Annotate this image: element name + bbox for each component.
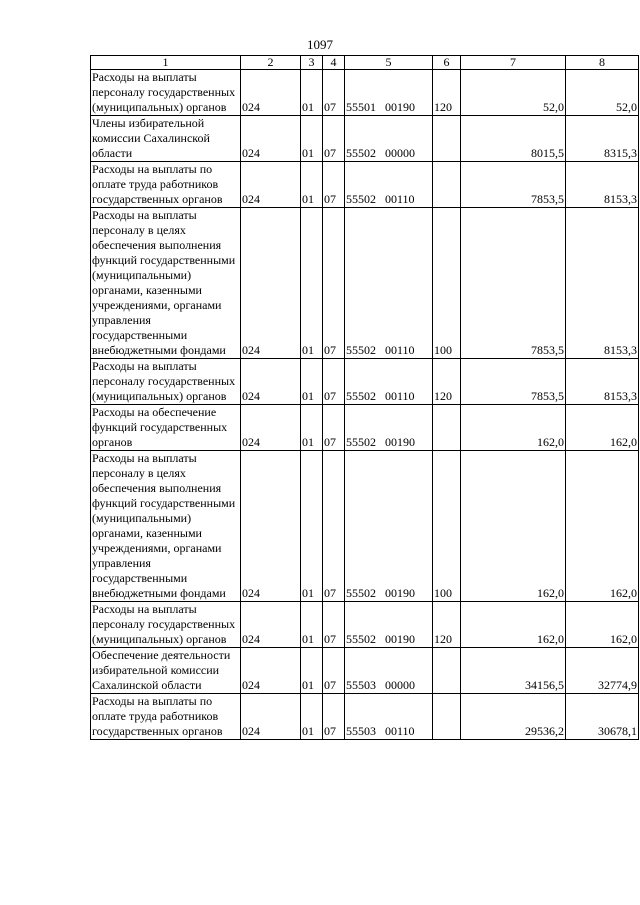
target-article-code [345, 116, 433, 162]
section-code: 01 [301, 451, 323, 602]
target-article-code-text: 55501 00190 [346, 100, 415, 114]
expense-name: Члены избирательной комиссии Сахалинской области [91, 116, 241, 162]
amount-year-2: 162,0 [566, 405, 639, 451]
table-row [91, 648, 639, 694]
target-article-code-text: 55502 00110 [346, 192, 415, 206]
table-row [91, 208, 639, 359]
expense-type-code: 100 [433, 208, 461, 359]
expense-name: Расходы на выплаты персоналу в целях обеспечения выполнения функций государственными (муниципальными) органами, казенными учреждениями, органами управления государственными внебюджетными фондами [91, 451, 241, 602]
section-code: 01 [301, 602, 323, 648]
expense-type-code [433, 405, 461, 451]
amount-year-2: 30678,1 [566, 694, 639, 740]
section-code: 01 [301, 648, 323, 694]
table-row [91, 451, 639, 602]
amount-year-2: 8153,3 [566, 208, 639, 359]
amount-year-2: 32774,9 [566, 648, 639, 694]
column-header: 4 [323, 56, 345, 70]
expense-type-code [433, 162, 461, 208]
ministry-code: 024 [241, 208, 301, 359]
target-article-code [345, 694, 433, 740]
section-code: 01 [301, 208, 323, 359]
ministry-code: 024 [241, 162, 301, 208]
amount-year-2: 162,0 [566, 451, 639, 602]
table-row [91, 602, 639, 648]
subsection-code: 07 [323, 116, 345, 162]
section-code: 01 [301, 694, 323, 740]
amount-year-1: 162,0 [461, 602, 566, 648]
section-code: 01 [301, 162, 323, 208]
target-article-code-text: 55503 00000 [346, 678, 415, 692]
page-number: 1097 [307, 37, 333, 52]
amount-year-2: 8153,3 [566, 162, 639, 208]
expense-type-code [433, 116, 461, 162]
subsection-code: 07 [323, 70, 345, 116]
section-code: 01 [301, 70, 323, 116]
expense-type-code: 120 [433, 70, 461, 116]
table-row [91, 359, 639, 405]
column-header: 7 [461, 56, 566, 70]
expense-name: Расходы на выплаты по оплате труда работников государственных органов [91, 162, 241, 208]
amount-year-2: 162,0 [566, 602, 639, 648]
expense-name: Расходы на выплаты персоналу государственных (муниципальных) органов [91, 70, 241, 116]
target-article-code-text: 55502 00110 [346, 343, 415, 357]
target-article-code-text: 55503 00110 [346, 724, 415, 738]
amount-year-1: 162,0 [461, 405, 566, 451]
target-article-code [345, 208, 433, 359]
target-article-code [345, 602, 433, 648]
section-code: 01 [301, 359, 323, 405]
target-article-code [345, 359, 433, 405]
ministry-code: 024 [241, 648, 301, 694]
subsection-code: 07 [323, 162, 345, 208]
ministry-code: 024 [241, 451, 301, 602]
amount-year-1: 7853,5 [461, 359, 566, 405]
target-article-code-text: 55502 00000 [346, 146, 415, 160]
column-header: 6 [433, 56, 461, 70]
expense-type-code: 120 [433, 602, 461, 648]
table-row [91, 116, 639, 162]
target-article-code [345, 451, 433, 602]
expense-name: Расходы на обеспечение функций государственных органов [91, 405, 241, 451]
section-code: 01 [301, 405, 323, 451]
section-code: 01 [301, 116, 323, 162]
subsection-code: 07 [323, 359, 345, 405]
expense-name: Обеспечение деятельности избирательной комиссии Сахалинской области [91, 648, 241, 694]
column-header: 5 [345, 56, 433, 70]
target-article-code [345, 162, 433, 208]
amount-year-1: 34156,5 [461, 648, 566, 694]
budget-table [90, 55, 639, 740]
target-article-code-text: 55502 00190 [346, 632, 415, 646]
amount-year-1: 162,0 [461, 451, 566, 602]
header-row [91, 56, 639, 70]
target-article-code-text: 55502 00190 [346, 435, 415, 449]
expense-type-code: 100 [433, 451, 461, 602]
amount-year-1: 8015,5 [461, 116, 566, 162]
amount-year-1: 7853,5 [461, 208, 566, 359]
ministry-code: 024 [241, 405, 301, 451]
table-row [91, 70, 639, 116]
table-row [91, 694, 639, 740]
expense-type-code: 120 [433, 359, 461, 405]
ministry-code: 024 [241, 694, 301, 740]
expense-type-code [433, 648, 461, 694]
ministry-code: 024 [241, 359, 301, 405]
amount-year-2: 8315,3 [566, 116, 639, 162]
expense-name: Расходы на выплаты персоналу в целях обеспечения выполнения функций государственными (муниципальными) органами, казенными учреждениями, органами управления государственными внебюджетными фондами [91, 208, 241, 359]
ministry-code: 024 [241, 602, 301, 648]
expense-name: Расходы на выплаты персоналу государственных (муниципальных) органов [91, 602, 241, 648]
expense-name: Расходы на выплаты по оплате труда работников государственных органов [91, 694, 241, 740]
subsection-code: 07 [323, 648, 345, 694]
subsection-code: 07 [323, 694, 345, 740]
target-article-code [345, 405, 433, 451]
amount-year-1: 52,0 [461, 70, 566, 116]
column-header: 3 [301, 56, 323, 70]
subsection-code: 07 [323, 451, 345, 602]
ministry-code: 024 [241, 116, 301, 162]
subsection-code: 07 [323, 405, 345, 451]
column-header: 1 [91, 56, 241, 70]
table-row [91, 405, 639, 451]
target-article-code-text: 55502 00190 [346, 586, 415, 600]
subsection-code: 07 [323, 602, 345, 648]
subsection-code: 07 [323, 208, 345, 359]
target-article-code [345, 648, 433, 694]
amount-year-1: 7853,5 [461, 162, 566, 208]
target-article-code-text: 55502 00110 [346, 389, 415, 403]
ministry-code: 024 [241, 70, 301, 116]
expense-name: Расходы на выплаты персоналу государственных (муниципальных) органов [91, 359, 241, 405]
target-article-code [345, 70, 433, 116]
column-header: 8 [566, 56, 639, 70]
amount-year-2: 52,0 [566, 70, 639, 116]
table-row [91, 162, 639, 208]
expense-type-code [433, 694, 461, 740]
amount-year-2: 8153,3 [566, 359, 639, 405]
column-header: 2 [241, 56, 301, 70]
amount-year-1: 29536,2 [461, 694, 566, 740]
